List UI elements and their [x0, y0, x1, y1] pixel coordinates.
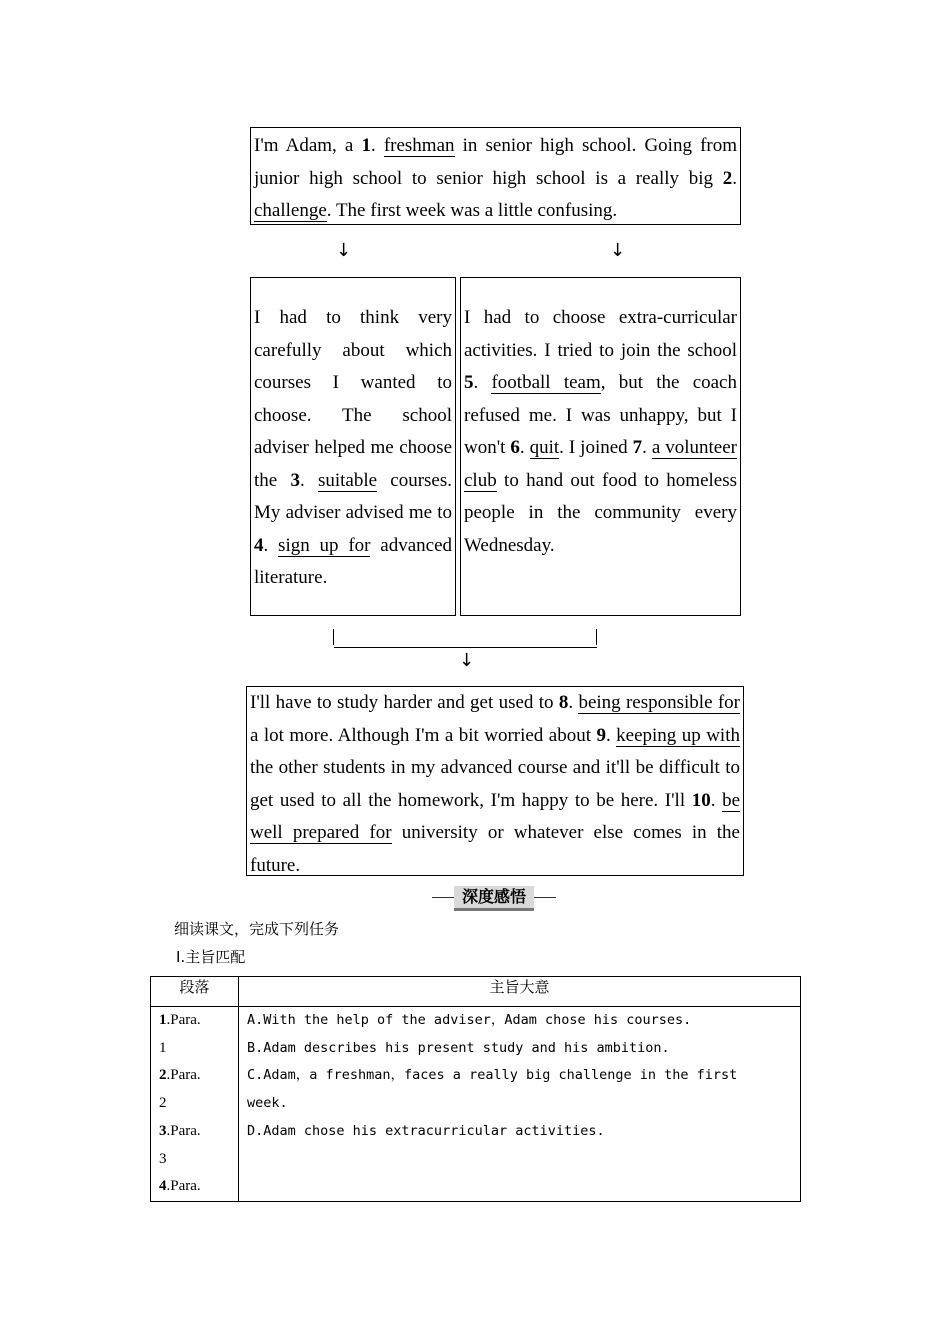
answer-blank: keeping up with [616, 724, 740, 746]
list-item: 3 [159, 1150, 167, 1167]
answer-blank: sign up for [278, 534, 371, 556]
passage-box-4: I'll have to study harder and get used to 8. being responsible for a lot more. Although I'm a bit worried about 9. keeping up with the other students in my advanced course and it'll be difficult to get used to all the homework, I'm happy to be here. I'll 10. be well prepared for university or whatever else comes in the future. [246, 686, 744, 876]
paragraph-list [151, 1007, 239, 1202]
option-b: B.Adam describes his present study and his ambition. [247, 1039, 670, 1056]
blank-number: 6 [510, 437, 520, 458]
answer-blank: a volunteer club [464, 437, 738, 491]
blank-number: 2 [722, 167, 733, 189]
answer-blank: challenge [254, 200, 327, 221]
down-arrow-icon: ↓ [336, 240, 352, 261]
answer-blank: football team [491, 372, 601, 393]
list-item: 2.Para. [159, 1067, 201, 1084]
blank-number: 8 [558, 692, 569, 713]
main-idea-options [239, 1007, 801, 1202]
list-item: 1.Para. [159, 1012, 201, 1028]
list-item: 4.Para. [159, 1178, 201, 1195]
section-title: 深度感悟 [454, 886, 534, 911]
table-header-row [151, 977, 801, 1007]
blank-number: 7 [632, 437, 643, 458]
banner-rule-right [534, 897, 556, 898]
blank-number: 5 [464, 372, 474, 393]
connector-line [334, 647, 597, 648]
connector-left [333, 629, 334, 645]
down-arrow-icon: ↓ [459, 650, 475, 671]
main-idea-matching-table [150, 976, 801, 1202]
blank-number: 10 [691, 789, 711, 811]
option-a: A.With the help of the adviser，Adam chose his courses. [247, 1012, 692, 1028]
blank-number: 4 [254, 534, 264, 556]
header-main-idea: 主旨大意 [239, 977, 801, 1007]
banner-rule-left [432, 897, 454, 898]
list-item: 2 [159, 1095, 167, 1112]
table-row [151, 1007, 801, 1202]
blank-number: 3 [290, 469, 300, 491]
option-d: D.Adam chose his extracurricular activities. [247, 1122, 605, 1139]
answer-blank: being responsible for [578, 692, 740, 713]
answer-blank: quit [529, 437, 560, 458]
header-paragraph: 段落 [151, 977, 239, 1007]
task-title: Ⅰ.主旨匹配 [176, 948, 246, 966]
instruction-text: 细读课文，完成下列任务 [174, 920, 340, 938]
option-c: C.Adam，a freshman，faces a really big challenge in the first week. [247, 1067, 738, 1112]
passage-box-2: I had to think very carefully about which courses I wanted to choose. The school adviser helped me choose the 3. suitable courses. My adviser advised me to 4. sign up for advanced literature. [250, 277, 456, 616]
passage-box-1: I'm Adam, a 1. freshman in senior high school. Going from junior high school to senior high school is a really big 2. challenge. The first week was a little confusing. [250, 127, 741, 225]
section-banner [432, 886, 556, 910]
answer-blank: freshman [383, 135, 455, 156]
list-item: 1 [159, 1039, 167, 1056]
answer-blank: suitable [317, 469, 378, 491]
passage-box-3: I had to choose extra-curricular activities. I tried to join the school 5. football team, but the coach refused me. I was unhappy, but I won't 6. quit. I joined 7. a volunteer club to hand out food to homeless people in the community every Wednesday. [460, 277, 741, 616]
blank-number: 1 [361, 135, 371, 156]
list-item: 3.Para. [159, 1122, 201, 1139]
down-arrow-icon: ↓ [610, 240, 626, 261]
connector-right [596, 629, 597, 645]
answer-blank: be well prepared for [250, 789, 740, 843]
blank-number: 9 [596, 724, 606, 746]
